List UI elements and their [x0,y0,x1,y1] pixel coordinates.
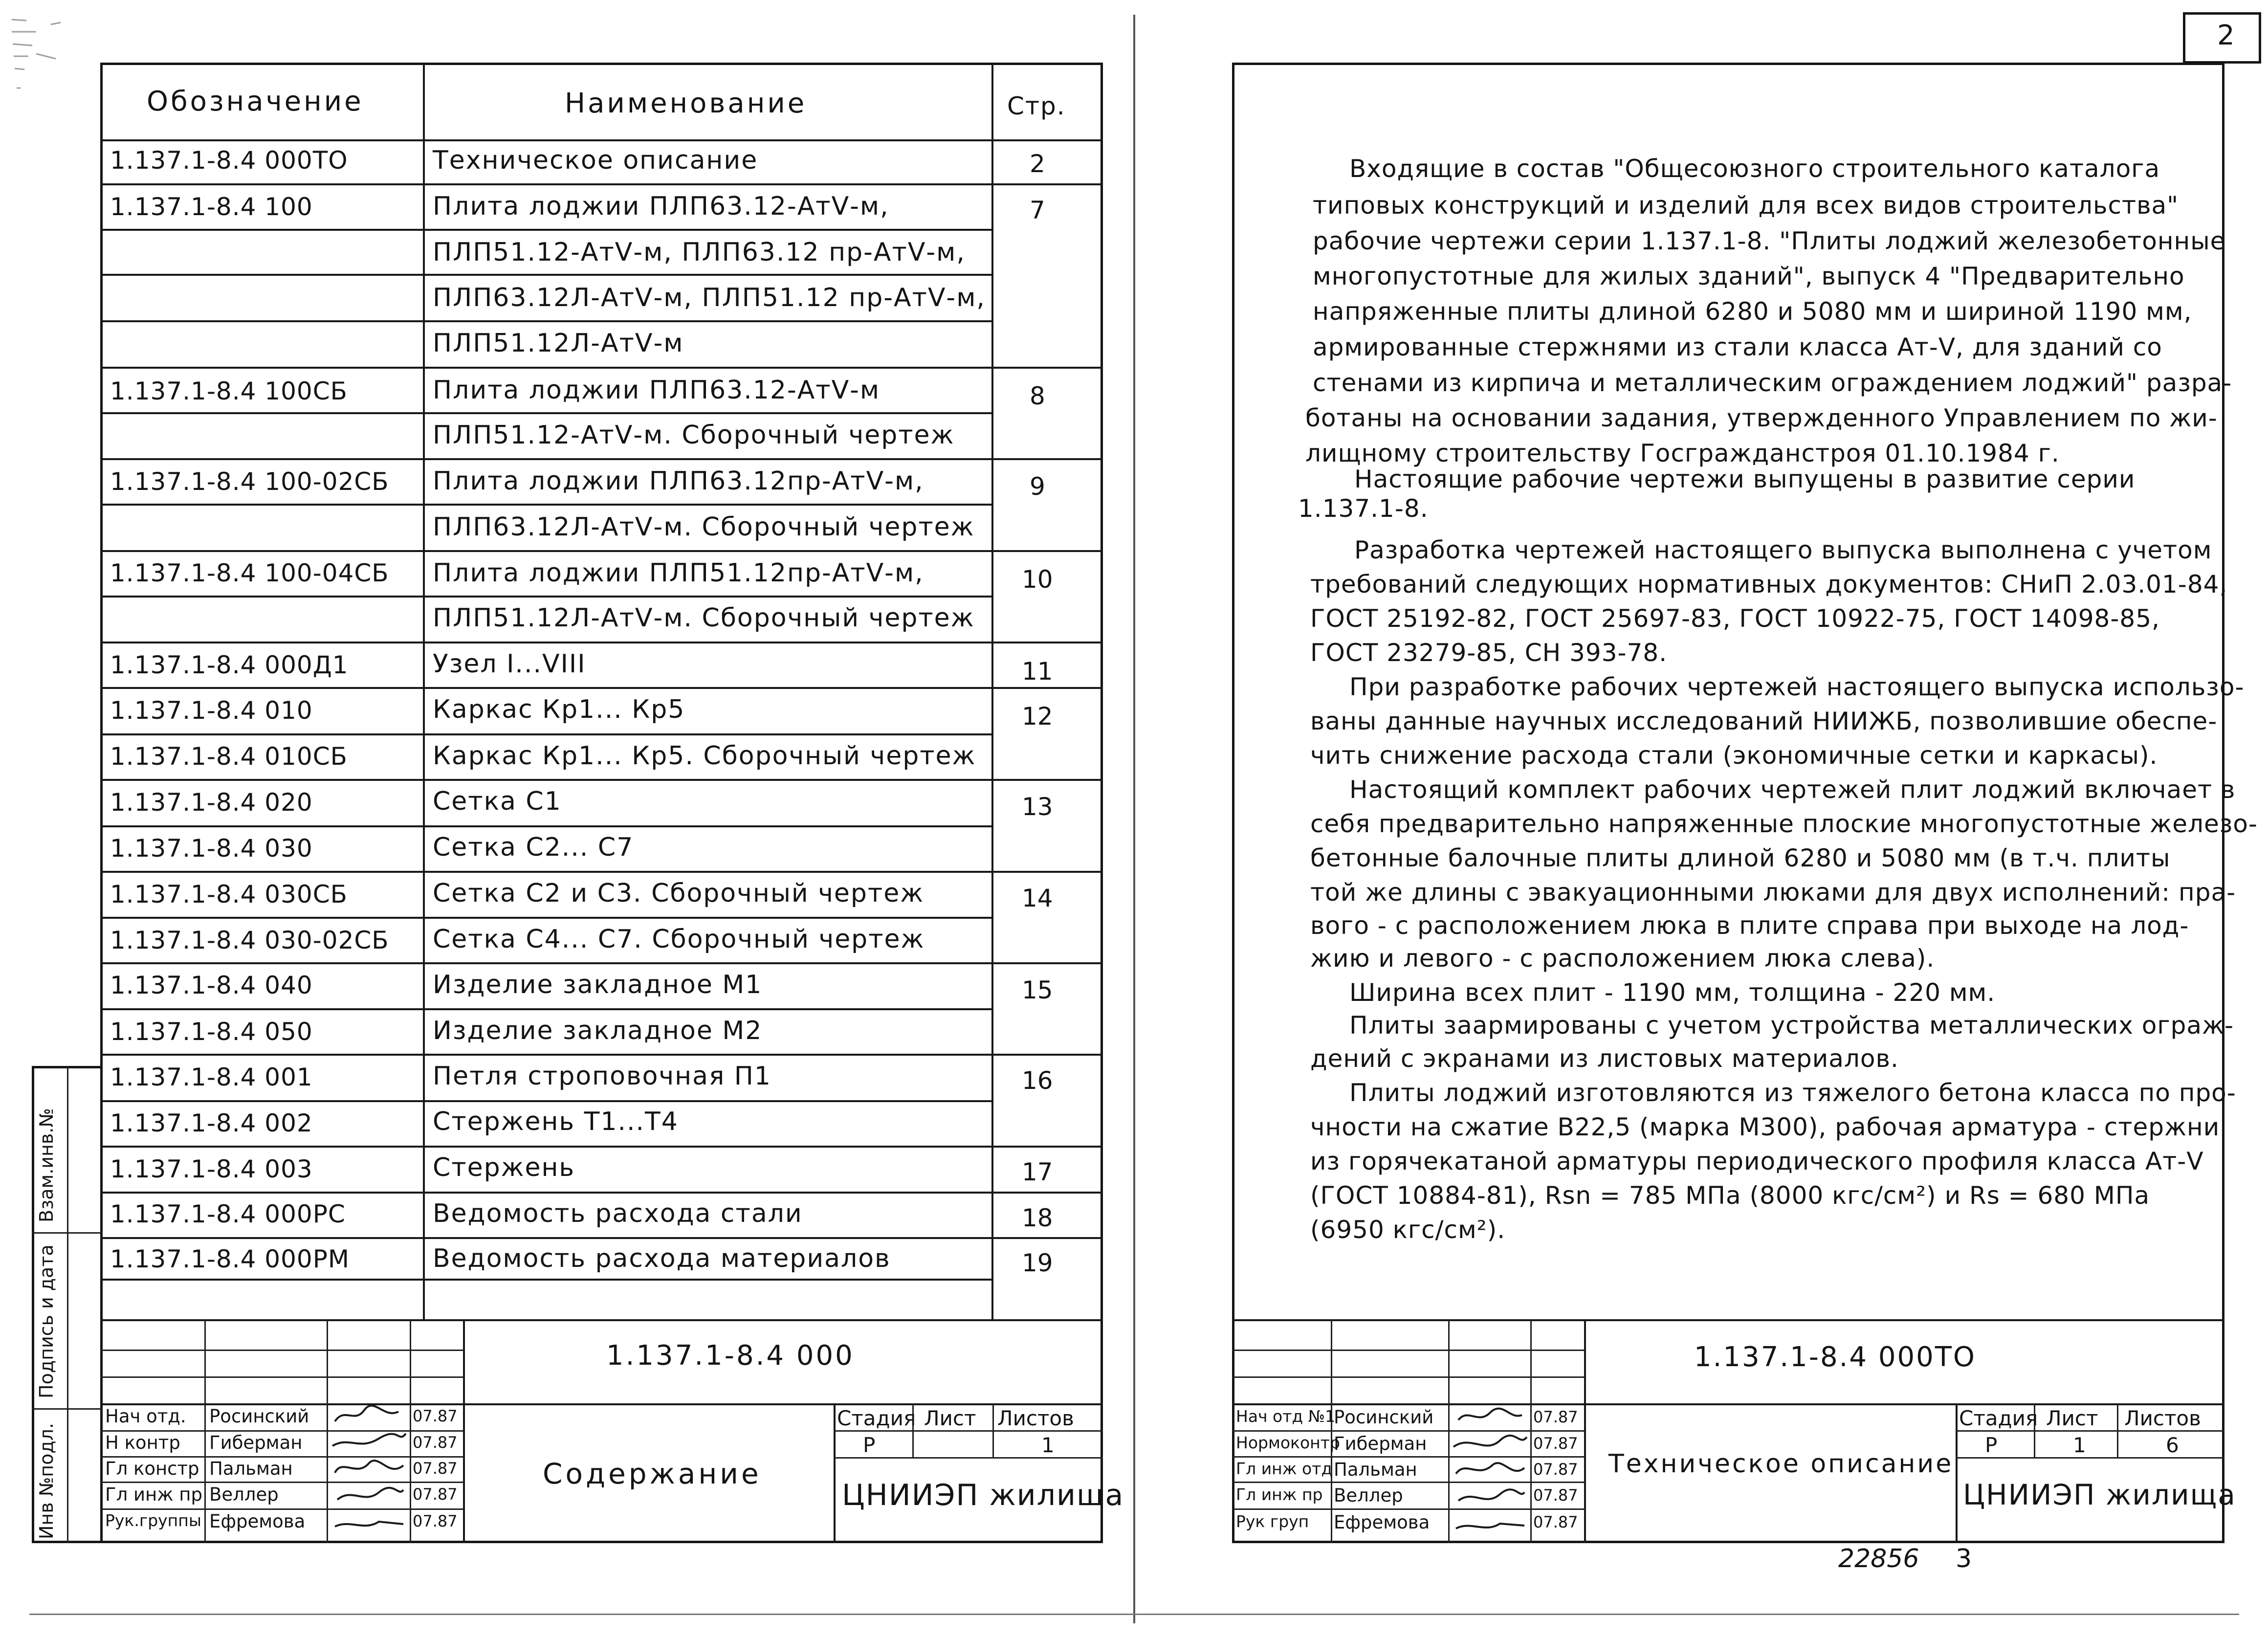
footer-page: 3 [1956,1544,1972,1573]
staff-role: Рук груп [1236,1512,1309,1531]
side-stamp-divider [67,1066,68,1543]
row-page: 9 [1030,472,1045,501]
staff-date: 07.87 [1533,1460,1578,1479]
staff-date: 07.87 [413,1485,458,1504]
row-name: Сетка С2 и С3. Сборочный чертеж [433,879,925,908]
text-line: жию и левого - с расположением люка слева). [1310,944,1935,973]
left-sheets: 1 [1041,1433,1055,1457]
row-code: 1.137.1-8.4 050 [110,1018,313,1046]
staff-name: Росинский [1334,1407,1434,1428]
row-page: 11 [1022,657,1053,686]
right-stage: Р [1985,1433,1998,1457]
right-sheets: 6 [2166,1433,2179,1457]
staff-date: 07.87 [413,1407,458,1425]
scan-corner-marks [7,10,105,108]
text-line: чить снижение расхода стали (экономичные сетки и каркасы). [1310,741,2158,770]
row-name: Сетка С2... С7 [433,833,634,862]
row-name: ПЛП51.12-АтⅤ-м. Сборочный чертеж [433,421,955,450]
staff-date: 07.87 [1533,1408,1578,1426]
side-stamp-inv-podl: Инв №подл. [36,1422,57,1539]
row-name: Узел I...VIII [433,649,586,679]
row-name: ПЛП51.12Л-АтⅤ-м [433,329,684,358]
right-sheet-title: Техническое описание [1608,1449,1954,1479]
row-name: ПЛП51.12-АтⅤ-м, ПЛП63.12 пр-АтⅤ-м, [433,238,966,267]
row-name: Плита лоджии ПЛП63.12-АтⅤ-м [433,376,881,405]
row-name: Плита лоджии ПЛП63.12пр-АтⅤ-м, [433,466,924,496]
page-divider [1133,15,1135,1623]
staff-name: Пальман [209,1458,293,1479]
row-code: 1.137.1-8.4 000РМ [110,1245,350,1273]
text-line: ГОСТ 25192-82, ГОСТ 25697-83, ГОСТ 10922-75, ГОСТ 14098-85, [1310,604,2160,633]
row-name: Сетка С4... С7. Сборочный чертеж [433,925,925,954]
staff-role: Нач отд. [105,1406,186,1427]
row-name: Стержень Т1...Т4 [433,1107,679,1136]
staff-name: Ефремова [209,1511,306,1532]
staff-name: Веллер [1334,1485,1403,1506]
row-code: 1.137.1-8.4 010 [110,696,313,725]
row-name: Каркас Кр1... Кр5 [433,695,685,724]
staff-date: 07.87 [1533,1434,1578,1453]
sheet-number: 2 [2217,20,2235,51]
side-stamp-vzam: Взам.инв.№ [36,1108,57,1222]
staff-role: Нач отд №1 [1236,1407,1336,1426]
row-code: 1.137.1-8.4 030-02СБ [110,926,389,954]
row-page: 7 [1030,196,1045,224]
text-line: ваны данные научных исследований НИИЖБ, позволившие обеспе- [1310,707,2218,735]
col-header-designation: Обозначение [147,86,364,117]
text-line: дений с экранами из листовых материалов. [1310,1044,1899,1073]
left-stage-label: Стадия [837,1406,916,1430]
staff-name: Росинский [209,1406,309,1427]
right-stage-label: Стадия [1959,1406,2038,1430]
text-line: Плиты лоджий изготовляются из тяжелого бетона класса по про- [1349,1079,2236,1107]
text-line: Разработка чертежей настоящего выпуска выполнена с учетом [1354,536,2212,564]
row-page: 10 [1022,565,1053,594]
row-code: 1.137.1-8.4 040 [110,971,313,999]
text-line: требований следующих нормативных документов: СНиП 2.03.01-84, [1310,570,2228,598]
side-stamp-sep2 [32,1408,103,1410]
text-line: Ширина всех плит - 1190 мм, толщина - 220 мм. [1349,978,1996,1007]
text-line: 1.137.1-8. [1298,494,1429,523]
text-line: той же длины с эвакуационными люками для двух исполнений: пра- [1310,878,2236,907]
staff-role: Гл инж отд [1236,1459,1333,1478]
side-stamp-podpis: Подпись и дата [36,1244,57,1398]
staff-name: Веллер [209,1484,279,1505]
row-name: Плита лоджии ПЛП63.12-АтⅤ-м, [433,192,889,221]
text-line: Настоящий комплект рабочих чертежей плит лоджий включает в [1349,775,2236,804]
staff-role: Н контр [105,1432,180,1453]
col-header-page: Стр. [1007,92,1066,120]
row-page: 15 [1022,976,1053,1004]
right-sheet-label: Лист [2046,1406,2098,1430]
staff-date: 07.87 [413,1459,458,1478]
text-line: ботаны на основании задания, утвержденного Управлением по жи- [1305,404,2218,432]
row-name: Петля строповочная П1 [433,1062,771,1091]
col-divider-2 [991,63,993,1319]
text-line: напряженные плиты длиной 6280 и 5080 мм и шириной 1190 мм, [1313,297,2192,326]
text-line: из горячекатаной арматуры периодического профиля класса Ат-Ⅴ [1310,1147,2204,1175]
row-code: 1.137.1-8.4 003 [110,1155,313,1183]
row-name: Каркас Кр1... Кр5. Сборочный чертеж [433,741,976,771]
col-header-name: Наименование [565,88,807,119]
staff-name: Пальман [1334,1459,1417,1480]
staff-role: Нормоконтр [1236,1433,1340,1452]
row-name: Изделие закладное М1 [433,970,763,999]
row-name: Стержень [433,1153,575,1182]
row-page: 13 [1022,793,1053,821]
row-name: Техническое описание [433,146,758,175]
left-org: ЦНИИЭП жилища [842,1478,1124,1512]
footer-number: 22856 [1838,1544,1919,1573]
staff-date: 07.87 [1533,1486,1578,1505]
row-name: ПЛП51.12Л-АтⅤ-м. Сборочный чертеж [433,603,975,633]
row-code: 1.137.1-8.4 020 [110,788,313,817]
row-name: ПЛП63.12Л-АтⅤ-м, ПЛП51.12 пр-АтⅤ-м, [433,283,986,312]
header-bottom-line [100,139,1103,141]
row-code: 1.137.1-8.4 002 [110,1109,313,1137]
signature-scribble [1451,1405,1529,1542]
row-name: Изделие закладное М2 [433,1016,763,1045]
row-name: Ведомость расхода стали [433,1199,803,1228]
left-sheets-label: Листов [997,1406,1074,1430]
text-line: себя предварительно напряженные плоские многопустотные железо- [1310,810,2258,838]
row-code: 1.137.1-8.4 000РС [110,1200,346,1228]
text-line: армированные стержнями из стали класса Ат-Ⅴ, для зданий со [1313,333,2162,361]
right-org: ЦНИИЭП жилища [1963,1478,2236,1511]
staff-date: 07.87 [413,1512,458,1530]
text-line: стенами из кирпича и металлическим ограждением лоджий" разра- [1313,369,2232,397]
text-line: (ГОСТ 10884-81), Rsn = 785 МПа (8000 кгс/см²) и Rs = 680 МПа [1310,1181,2150,1210]
row-code: 1.137.1-8.4 010СБ [110,742,348,771]
staff-name: Гиберман [1334,1433,1427,1454]
row-code: 1.137.1-8.4 030СБ [110,880,348,908]
row-code: 1.137.1-8.4 001 [110,1063,313,1091]
staff-date: 07.87 [413,1433,458,1452]
row-code: 1.137.1-8.4 000ТО [110,146,348,175]
row-page: 2 [1030,150,1045,178]
left-doc-code: 1.137.1-8.4 000 [606,1340,855,1372]
row-name: Сетка С1 [433,787,562,816]
left-sheet-label: Лист [924,1406,976,1430]
staff-name: Ефремова [1334,1512,1430,1533]
text-line: ГОСТ 23279-85, СН 393-78. [1310,639,1668,667]
row-page: 18 [1022,1204,1053,1232]
row-page: 19 [1022,1249,1053,1277]
text-line: бетонные балочные плиты длиной 6280 и 5080 мм (в т.ч. плиты [1310,844,2171,872]
staff-role: Гл инж пр [105,1484,202,1505]
text-line: При разработке рабочих чертежей настоящего выпуска использо- [1349,673,2245,701]
bottom-edge-line [29,1614,2239,1615]
row-code: 1.137.1-8.4 100СБ [110,377,348,405]
signature-scribble [330,1404,408,1541]
row-code: 1.137.1-8.4 100-02СБ [110,467,389,496]
staff-role: Рук.группы [105,1511,201,1530]
text-line: типовых конструкций и изделий для всех видов строительства" [1313,191,2179,220]
row-code: 1.137.1-8.4 100 [110,193,313,221]
text-line: Входящие в состав "Общесоюзного строительного каталога [1349,155,2160,183]
row-page: 14 [1022,884,1053,912]
row-code: 1.137.1-8.4 100-04СБ [110,559,389,587]
left-stage: Р [863,1433,876,1457]
text-line: вого - с расположением люка в плите справа при выходе на лод- [1310,911,2189,940]
row-name: Ведомость расхода материалов [433,1244,891,1273]
text-line: многопустотные для жилых зданий", выпуск 4 "Предварительно [1313,262,2185,290]
row-page: 12 [1022,702,1053,731]
staff-name: Гиберман [209,1432,303,1453]
text-line: лищному строительству Госгражданстроя 01.10.1984 г. [1305,439,2060,467]
text-line: Плиты заармированы с учетом устройства металлических ограж- [1349,1011,2234,1040]
staff-date: 07.87 [1533,1513,1578,1531]
row-page: 17 [1022,1158,1053,1186]
staff-role: Гл констр [105,1458,199,1479]
text-line: чности на сжатие В22,5 (марка М300), рабочая арматура - стержни [1310,1113,2220,1141]
text-line: (6950 кгс/см²). [1310,1216,1506,1244]
row-code: 1.137.1-8.4 030 [110,834,313,863]
text-line: рабочие чертежи серии 1.137.1-8. "Плиты лоджий железобетонные [1313,227,2226,255]
row-page: 16 [1022,1066,1053,1095]
row-name: Плита лоджии ПЛП51.12пр-АтⅤ-м, [433,558,924,588]
text-line: Настоящие рабочие чертежи выпущены в развитие серии [1354,465,2136,493]
right-doc-code: 1.137.1-8.4 000ТО [1694,1341,1976,1373]
col-divider-1 [423,63,425,1319]
side-stamp-sep1 [32,1232,103,1234]
row-page: 8 [1030,382,1045,410]
staff-role: Гл инж пр [1236,1485,1323,1504]
right-sheets-label: Листов [2124,1406,2201,1430]
right-sheet: 1 [2073,1433,2086,1457]
row-name: ПЛП63.12Л-АтⅤ-м. Сборочный чертеж [433,512,975,542]
row-code: 1.137.1-8.4 000Д1 [110,651,349,679]
left-sheet-title: Содержание [543,1457,762,1490]
